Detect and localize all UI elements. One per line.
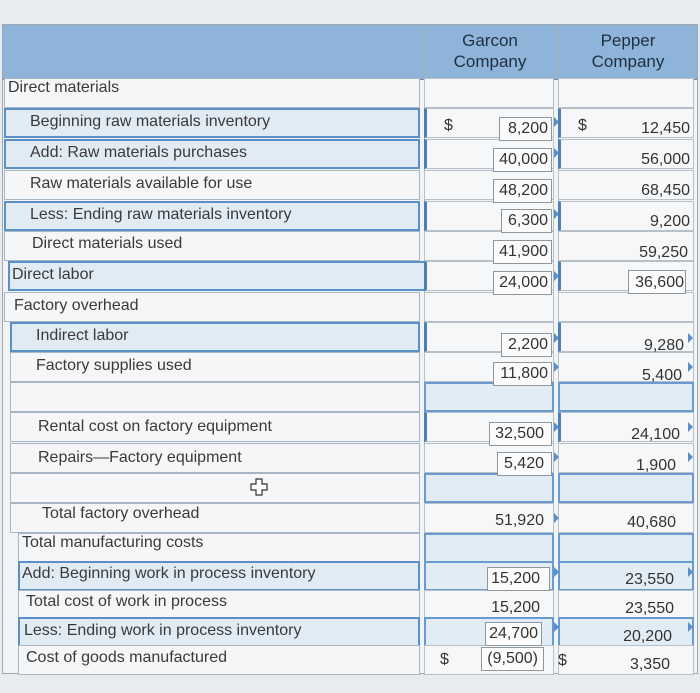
input-marker-icon: [554, 422, 559, 432]
cell-garcon[interactable]: [424, 533, 554, 563]
garcon-ending-raw-materials[interactable]: 6,300: [507, 212, 548, 229]
pepper-dollar-sign: $: [558, 652, 567, 669]
row-label-factory-overhead: Factory overhead: [14, 297, 139, 314]
garcon-total-factory-overhead[interactable]: 51,920: [495, 512, 544, 529]
pepper-factory-supplies[interactable]: 5,400: [641, 367, 682, 384]
input-marker-icon: [554, 117, 559, 127]
pepper-direct-materials-used[interactable]: 59,250: [639, 244, 688, 261]
pepper-cost-of-goods-manufactured[interactable]: 3,350: [629, 656, 670, 673]
input-marker-icon: [554, 362, 559, 372]
row-label-indirect-labor: Indirect labor: [36, 327, 129, 344]
garcon-raw-materials-purchases[interactable]: 40,000: [499, 151, 548, 168]
input-marker-icon: [554, 567, 559, 577]
pepper-ending-raw-materials[interactable]: 9,200: [649, 213, 690, 230]
table-header-row: [3, 25, 697, 80]
row-label-raw-materials-purchases: Add: Raw materials purchases: [30, 144, 247, 161]
pepper-beginning-raw-materials[interactable]: 12,450: [641, 120, 690, 137]
row-label-raw-materials-available: Raw materials available for use: [30, 175, 253, 192]
pepper-indirect-labor[interactable]: 9,280: [643, 337, 684, 354]
input-marker-icon: [554, 452, 559, 462]
garcon-cost-of-goods-manufactured[interactable]: (9,500): [487, 650, 538, 667]
garcon-direct-materials-used[interactable]: 41,900: [499, 243, 548, 260]
row-label-total-factory-overhead: Total factory overhead: [42, 505, 200, 522]
column-header-pepper-line1: Pepper: [600, 31, 656, 50]
pepper-direct-labor[interactable]: 36,600: [635, 274, 684, 291]
garcon-raw-materials-available[interactable]: 48,200: [499, 182, 548, 199]
input-marker-icon: [554, 333, 559, 343]
pepper-dollar-sign: $: [578, 117, 587, 134]
column-header-pepper: [568, 30, 688, 72]
garcon-dollar-sign: $: [440, 651, 449, 668]
garcon-rental-cost[interactable]: 32,500: [495, 425, 544, 442]
garcon-factory-supplies[interactable]: 11,800: [500, 365, 548, 382]
input-marker-icon: [688, 362, 693, 372]
pepper-rental-cost[interactable]: 24,100: [631, 426, 680, 443]
row-label-direct-materials: Direct materials: [8, 79, 120, 96]
pepper-raw-materials-purchases[interactable]: 56,000: [641, 151, 690, 168]
row-label-total-manufacturing-costs: Total manufacturing costs: [22, 534, 204, 551]
cell-pepper[interactable]: [558, 382, 694, 412]
table-row: [10, 473, 420, 503]
column-header-garcon: [430, 30, 550, 72]
input-marker-icon: [688, 452, 693, 462]
input-marker-icon: [554, 513, 559, 523]
row-label-cost-of-goods-manufactured: Cost of goods manufactured: [26, 649, 228, 666]
row-label-beginning-wip: Add: Beginning work in process inventory: [22, 565, 316, 582]
row-label-ending-raw-materials: Less: Ending raw materials inventory: [30, 206, 292, 223]
pepper-beginning-wip[interactable]: 23,550: [625, 571, 674, 588]
row-label-ending-wip: Less: Ending work in process inventory: [24, 622, 302, 639]
cell-pepper: [558, 78, 694, 108]
garcon-direct-labor[interactable]: 24,000: [499, 274, 548, 291]
garcon-beginning-raw-materials[interactable]: 8,200: [507, 120, 548, 137]
row-label-repairs: Repairs—Factory equipment: [38, 449, 242, 466]
row-label-direct-labor: Direct labor: [12, 266, 94, 283]
column-header-garcon-line1: Garcon: [462, 31, 518, 50]
input-marker-icon: [688, 567, 693, 577]
cell-garcon: [424, 78, 554, 108]
garcon-total-cost-wip[interactable]: 15,200: [491, 599, 540, 616]
pepper-ending-wip[interactable]: 20,200: [623, 628, 672, 645]
pepper-total-cost-wip[interactable]: 23,550: [625, 600, 674, 617]
cell-garcon[interactable]: [424, 473, 554, 503]
input-marker-icon: [688, 422, 693, 432]
cell-pepper[interactable]: [558, 533, 694, 563]
cell-garcon[interactable]: [424, 382, 554, 412]
input-marker-icon: [554, 622, 559, 632]
input-marker-icon: [688, 333, 693, 343]
row-label-rental-cost: Rental cost on factory equipment: [38, 418, 272, 435]
table-row: [10, 382, 420, 412]
garcon-repairs[interactable]: 5,420: [503, 455, 544, 472]
input-marker-icon: [554, 209, 559, 219]
move-cursor-icon: [250, 478, 268, 496]
row-label-direct-materials-used: Direct materials used: [32, 235, 183, 252]
row-label-total-cost-wip: Total cost of work in process: [26, 593, 227, 610]
garcon-dollar-sign: $: [444, 117, 453, 134]
column-header-pepper-line2: Company: [591, 52, 665, 71]
cell-pepper[interactable]: [558, 473, 694, 503]
pepper-raw-materials-available[interactable]: 68,450: [641, 182, 690, 199]
garcon-beginning-wip[interactable]: 15,200: [491, 570, 540, 587]
pepper-repairs[interactable]: 1,900: [635, 457, 676, 474]
garcon-ending-wip[interactable]: 24,700: [489, 625, 538, 642]
input-marker-icon: [688, 622, 693, 632]
pepper-total-factory-overhead[interactable]: 40,680: [627, 514, 676, 531]
row-label-beginning-raw-materials: Beginning raw materials inventory: [30, 113, 271, 130]
cell-garcon: [424, 292, 554, 322]
row-label-factory-supplies: Factory supplies used: [36, 357, 192, 374]
cell-pepper: [558, 292, 694, 322]
input-marker-icon: [554, 271, 559, 281]
garcon-indirect-labor[interactable]: 2,200: [507, 336, 548, 353]
input-marker-icon: [554, 148, 559, 158]
column-header-garcon-line2: Company: [453, 52, 527, 71]
